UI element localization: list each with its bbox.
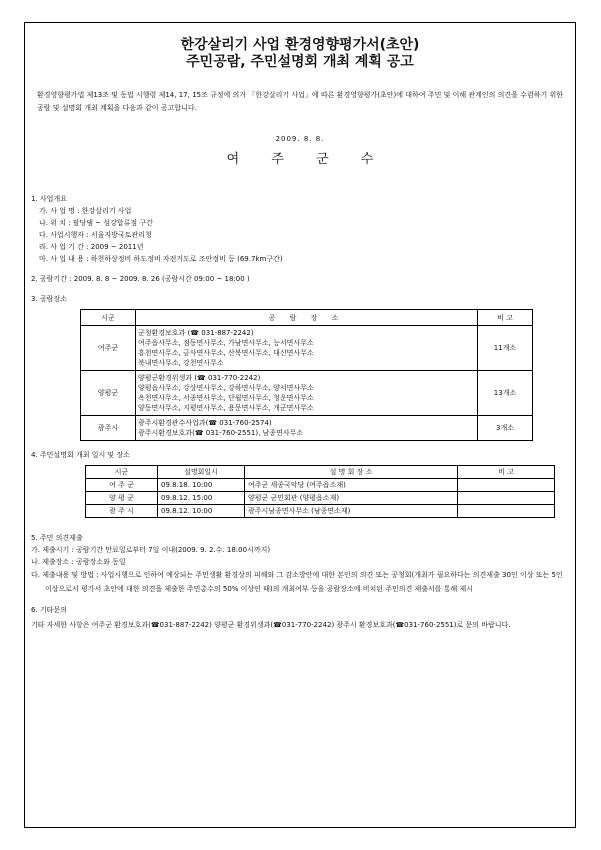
place-cell: 양평군 군민회관 (양평읍소재) (245, 492, 458, 505)
overview-item: 라. 사 업 기 간 : 2009 ~ 2011년 (39, 243, 144, 251)
section-opinion-submission (31, 532, 569, 596)
table-row (81, 416, 533, 441)
inquiries-text: 기타 자세한 사항은 여주군 환경보호과(☎031-887-2242) 양평군 환경위생과(☎031-770-2242) 광주시 환경보호과(☎031-760-2551)로 문의 바랍니다. (31, 621, 511, 629)
places-cell: 군청환경보호과 (☎ 031-887-2242) 여주읍사무소, 점동면사무소, 가남면사무소, 능서면사무소 흥천면사무소, 금사면사무소, 산북면사무소, 대신면사무소 북내면사무소, 강천면사무소 (136, 326, 478, 371)
submission-item: 나. 제출장소 : 공람장소와 동일 (31, 558, 126, 566)
document-title (25, 37, 575, 71)
col-header: 공 람 장 소 (136, 310, 478, 326)
issuer-char: 주 (271, 152, 284, 167)
places-cell: 광주시환경관수사업과(☎ 031-760-2574) 광주시환경보호과(☎ 031-760-2551), 남종면사무소 (136, 416, 478, 441)
datetime-cell: 09.8.12. 10:00 (158, 505, 245, 518)
region-cell: 여주군 (81, 326, 136, 371)
col-header: 시군 (81, 310, 136, 326)
col-header: 비 고 (458, 466, 555, 479)
section-title: 1. 사업개요 (31, 195, 67, 203)
places-cell: 양평군환경위생과 (☎ 031-770-2242) 양평읍사무소, 강상면사무소, 강하면사무소, 양서면사무소 옥천면사무소, 서종면사무소, 단월면사무소, 청운면사무소 양동면사무소, 지평면사무소, 용문면사무소, 개군면사무소 (136, 371, 478, 416)
section-title: 5. 주민 의견제출 (31, 534, 83, 542)
datetime-cell: 09.8.18. 10:00 (158, 479, 245, 492)
overview-item: 마. 사 업 내 용 : 하천하상정비 하도정비 자전거도로 조안정비 등 (69.7km구간) (39, 255, 283, 263)
submission-item: 가. 제출시기 : 공람기간 만료일로부터 7일 이내(2009. 9. 2.수. 18:00시까지) (31, 546, 271, 554)
note-cell (458, 505, 555, 518)
region-cell: 양평군 (81, 371, 136, 416)
section-briefing-sessions (31, 449, 569, 461)
region-cell: 광주시 (81, 416, 136, 441)
briefing-sessions-table (85, 465, 555, 518)
region-cell: 광 주 시 (86, 505, 158, 518)
datetime-cell: 09.8.12. 15:00 (158, 492, 245, 505)
notice-date: 2009. 8. 8. (275, 135, 325, 143)
overview-item: 가. 사 업 명 : 한강살리기 사업 (39, 207, 132, 215)
issuer-char: 여 (226, 152, 240, 167)
table-row (86, 492, 555, 505)
note-cell (458, 479, 555, 492)
note-cell: 13개소 (478, 371, 533, 416)
table-row (86, 479, 555, 492)
col-header: 설명회일시 (158, 466, 245, 479)
issuer-char: 군 (316, 152, 329, 167)
table-header-row (81, 310, 533, 326)
place-cell: 여주군 세종국악당 (여주읍소재) (245, 479, 458, 492)
title-line-2: 주민공람, 주민설명회 개최 계획 공고 (186, 54, 414, 70)
col-header: 시군 (86, 466, 158, 479)
issuer (25, 148, 575, 167)
overview-item: 나. 위 치 : 팔당댐 ~ 섬강합류점 구간 (39, 219, 153, 227)
region-cell: 여 주 군 (86, 479, 158, 492)
table-row (86, 505, 555, 518)
col-header: 비 고 (478, 310, 533, 326)
intro-paragraph: 환경영향평가법 제13조 및 동법 시행령 제14, 17, 15조 규정에 의거 「한강살리기 사업」에 따른 환경영향평가(초안)에 대하여 주민 및 이해 관계인의 의견을 수렴하기 위한 공람 및 설명회 개최 계획을 다음과 같이 공고합니다. (37, 91, 563, 112)
section-title: 3. 공람장소 (31, 295, 67, 303)
note-cell (458, 492, 555, 505)
note-cell: 11개소 (478, 326, 533, 371)
inspection-places-table (80, 309, 533, 441)
section-title: 6. 기타문의 (31, 606, 67, 614)
section-inspection-places (31, 293, 569, 305)
issuer-char: 수 (360, 152, 374, 167)
table-row (81, 326, 533, 371)
table-header-row (86, 466, 555, 479)
col-header: 설 명 회 장 소 (245, 466, 458, 479)
section-inspection-period: 2. 공람기간 : 2009. 8. 8 ~ 2009. 8. 26 (공람시간 09:00 ~ 18:00 ) (31, 275, 250, 283)
section-business-overview (31, 193, 569, 265)
note-cell: 3개소 (478, 416, 533, 441)
overview-item: 다. 사업시행자 : 서울지방국토관리청 (39, 231, 152, 239)
table-row (81, 371, 533, 416)
notice-document (24, 22, 576, 828)
region-cell: 양 평 군 (86, 492, 158, 505)
title-line-1: 한강살리기 사업 환경영향평가서(초안) (180, 37, 420, 53)
section-inquiries (31, 604, 569, 616)
submission-item: 다. 제출내용 및 방법 : 사업시행으로 인하여 예상되는 주민생활 환경상의 피해와 그 감소방안에 대한 본인의 의견 또는 공청회(개최가 필요하다는 의견제출 30인 이상 또는 5인 이상으로서 평가서 초안에 대한 의견을 제출한 주민총수의 50% 이상인 때)의 개최여부 등을 공람장소에 비치된 주민의견 제출서를 통해 제시 (31, 571, 563, 593)
section-title: 4. 주민설명회 개최 일시 및 장소 (31, 451, 130, 459)
place-cell: 광주시남종면사무소 (남종면소재) (245, 505, 458, 518)
